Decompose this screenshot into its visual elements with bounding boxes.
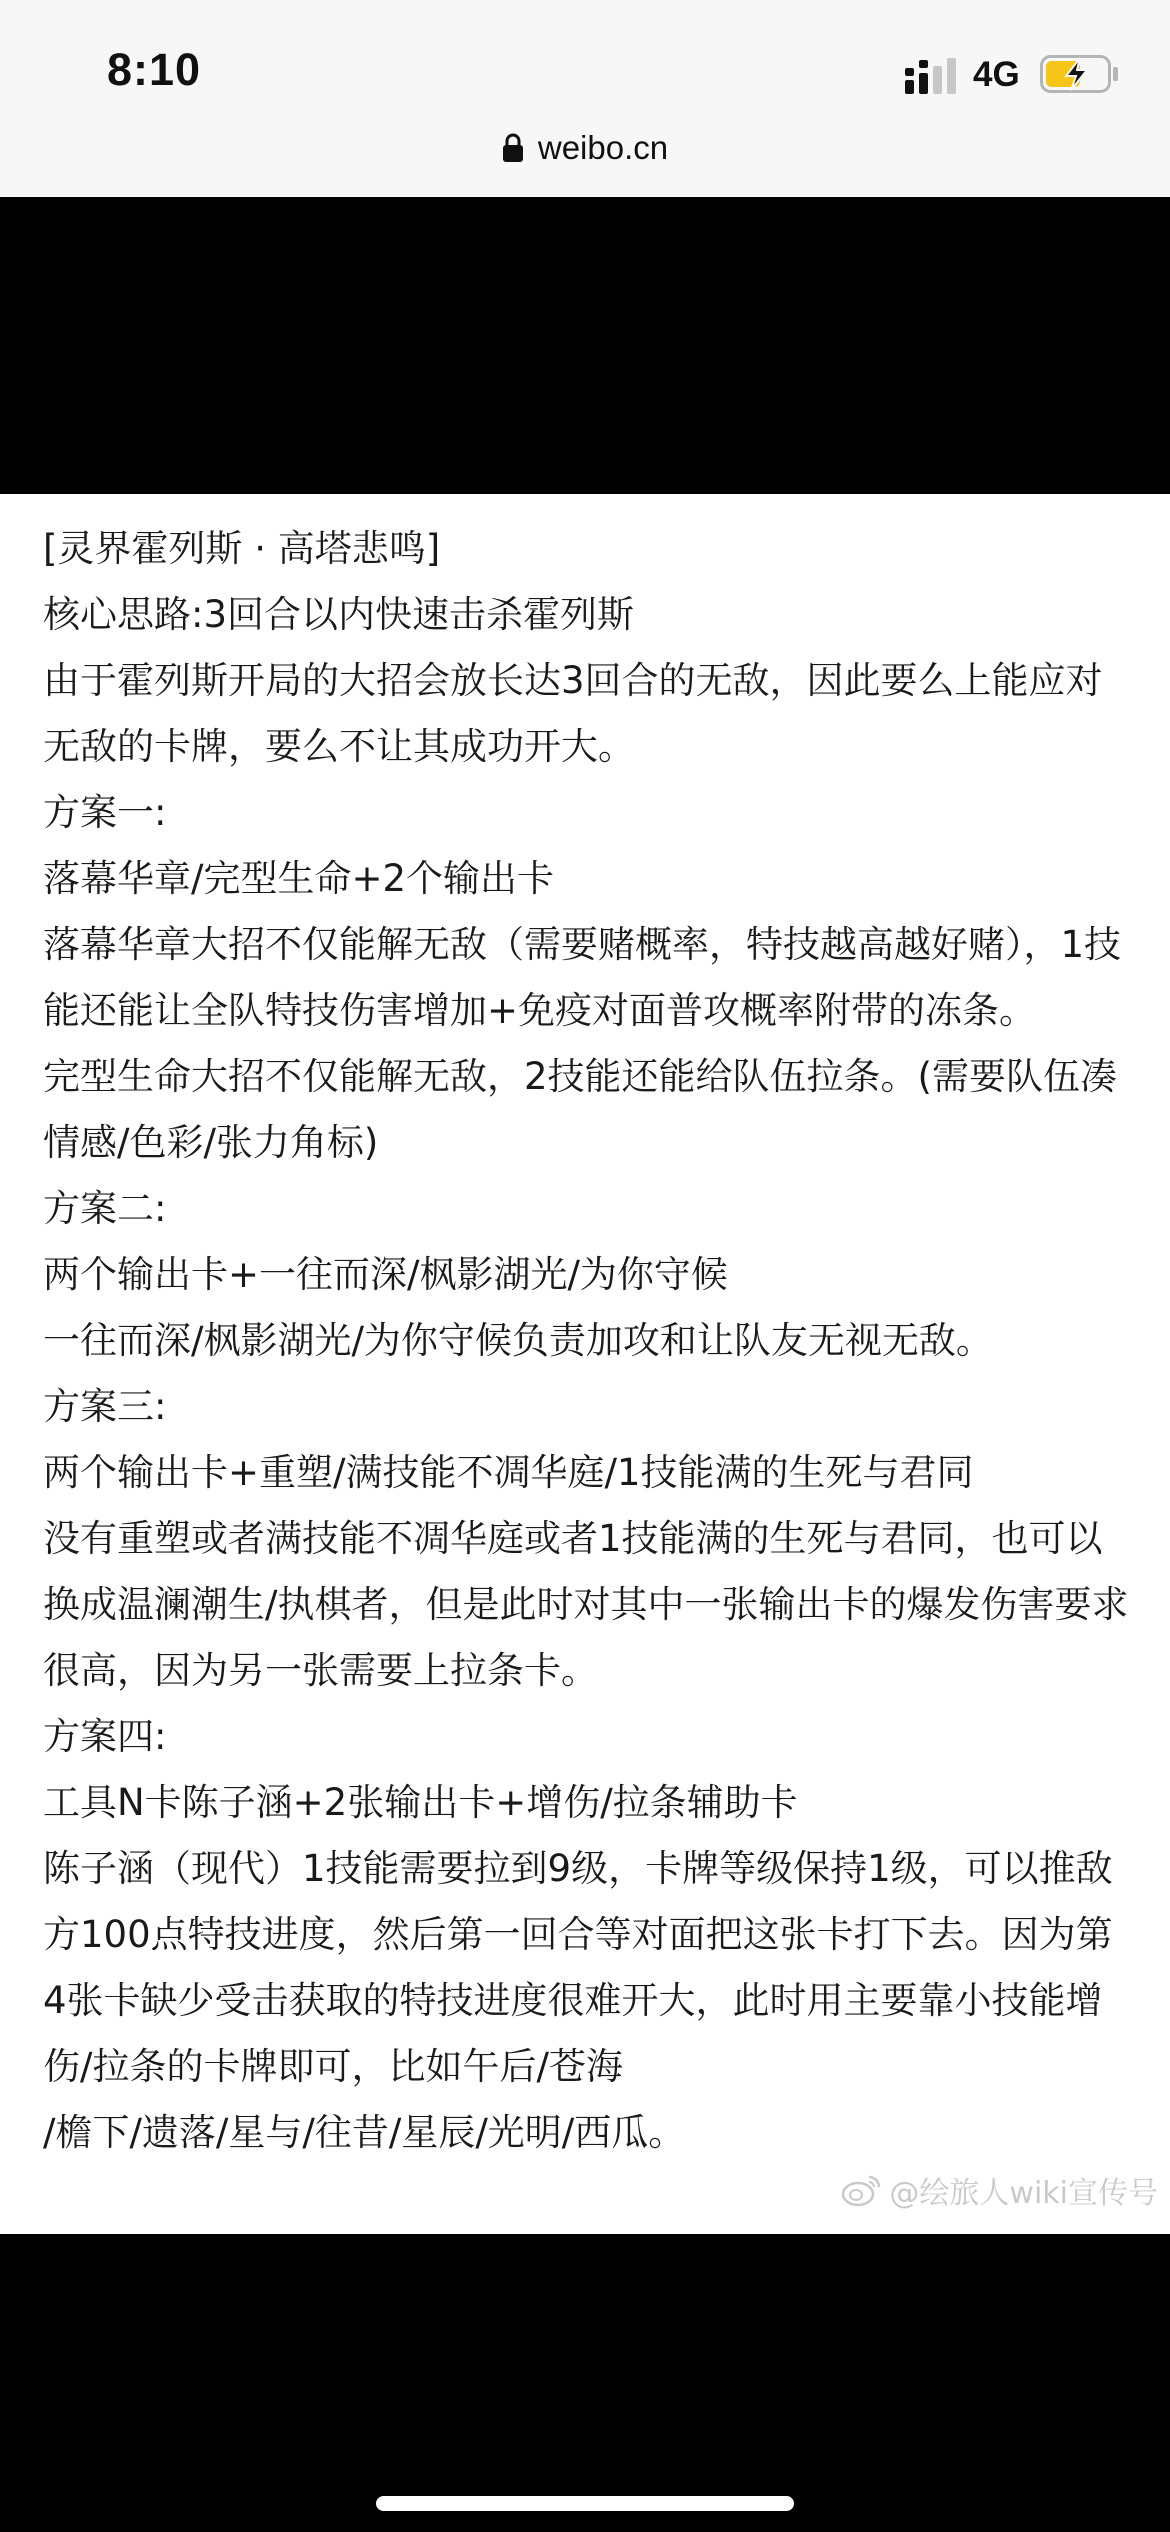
article-line: 工具N卡陈子涵+2张输出卡+增伤/拉条辅助卡 xyxy=(43,1781,798,1824)
watermark xyxy=(841,2168,1158,2212)
article-line: /檐下/遗落/星与/往昔/星辰/光明/西瓜。 xyxy=(43,2111,686,2154)
article-line: 两个输出卡+重塑/满技能不凋华庭/1技能满的生死与君同 xyxy=(43,1451,974,1494)
article-line: 核心思路:3回合以内快速击杀霍列斯 xyxy=(43,593,635,636)
signal-icon xyxy=(905,58,959,94)
article-text xyxy=(43,516,1133,2166)
article-line: 陈子涵（现代）1技能需要拉到9级，卡牌等级保持1级，可以推敌方100点特技进度，然后第一回合等对面把这张卡打下去。因为第4张卡缺少受击获取的特技进度很难开大，此时用主要靠小技能增伤/拉条的卡牌即可，比如午后/苍海 xyxy=(43,1847,1113,2088)
status-bar xyxy=(0,0,1170,125)
url-bar[interactable] xyxy=(0,125,1170,197)
url-text: weibo.cn xyxy=(537,129,669,166)
bottom-area xyxy=(0,2234,1170,2532)
weibo-logo-icon xyxy=(841,2173,883,2207)
status-time: 8:10 xyxy=(107,44,202,95)
article-line: 落幕华章/完型生命+2个输出卡 xyxy=(43,857,555,900)
section-heading: 方案一: xyxy=(43,791,167,834)
article-line: 落幕华章大招不仅能解无敌（需要赌概率，特技越高越好赌），1技能还能让全队特技伤害增加+免疫对面普攻概率附带的冻条。 xyxy=(43,923,1122,1032)
article-line: 完型生命大招不仅能解无敌，2技能还能给队伍拉条。(需要队伍凑情感/色彩/张力角标) xyxy=(43,1055,1117,1164)
article-title: [灵界霍列斯 · 高塔悲鸣] xyxy=(43,527,441,570)
section-heading: 方案四: xyxy=(43,1715,167,1758)
section-heading: 方案二: xyxy=(43,1187,167,1230)
section-heading: 方案三: xyxy=(43,1385,167,1428)
article-line: 一往而深/枫影湖光/为你守候负责加攻和让队友无视无敌。 xyxy=(43,1319,993,1362)
article-line: 两个输出卡+一往而深/枫影湖光/为你守候 xyxy=(43,1253,728,1296)
battery-charging-icon xyxy=(1040,55,1120,93)
media-area xyxy=(0,197,1170,494)
url-display[interactable] xyxy=(502,129,668,167)
article-line: 由于霍列斯开局的大招会放长达3回合的无敌，因此要么上能应对无敌的卡牌，要么不让其成功开大。 xyxy=(43,659,1103,768)
lock-icon xyxy=(502,133,524,163)
article-content xyxy=(0,494,1170,2234)
home-indicator[interactable] xyxy=(376,2496,794,2511)
network-label: 4G xyxy=(973,55,1020,94)
watermark-text: @绘旅人wiki宣传号 xyxy=(889,2176,1158,2211)
article-line: 没有重塑或者满技能不凋华庭或者1技能满的生死与君同，也可以换成温澜潮生/执棋者，但是此时对其中一张输出卡的爆发伤害要求很高，因为另一张需要上拉条卡。 xyxy=(43,1517,1129,1692)
